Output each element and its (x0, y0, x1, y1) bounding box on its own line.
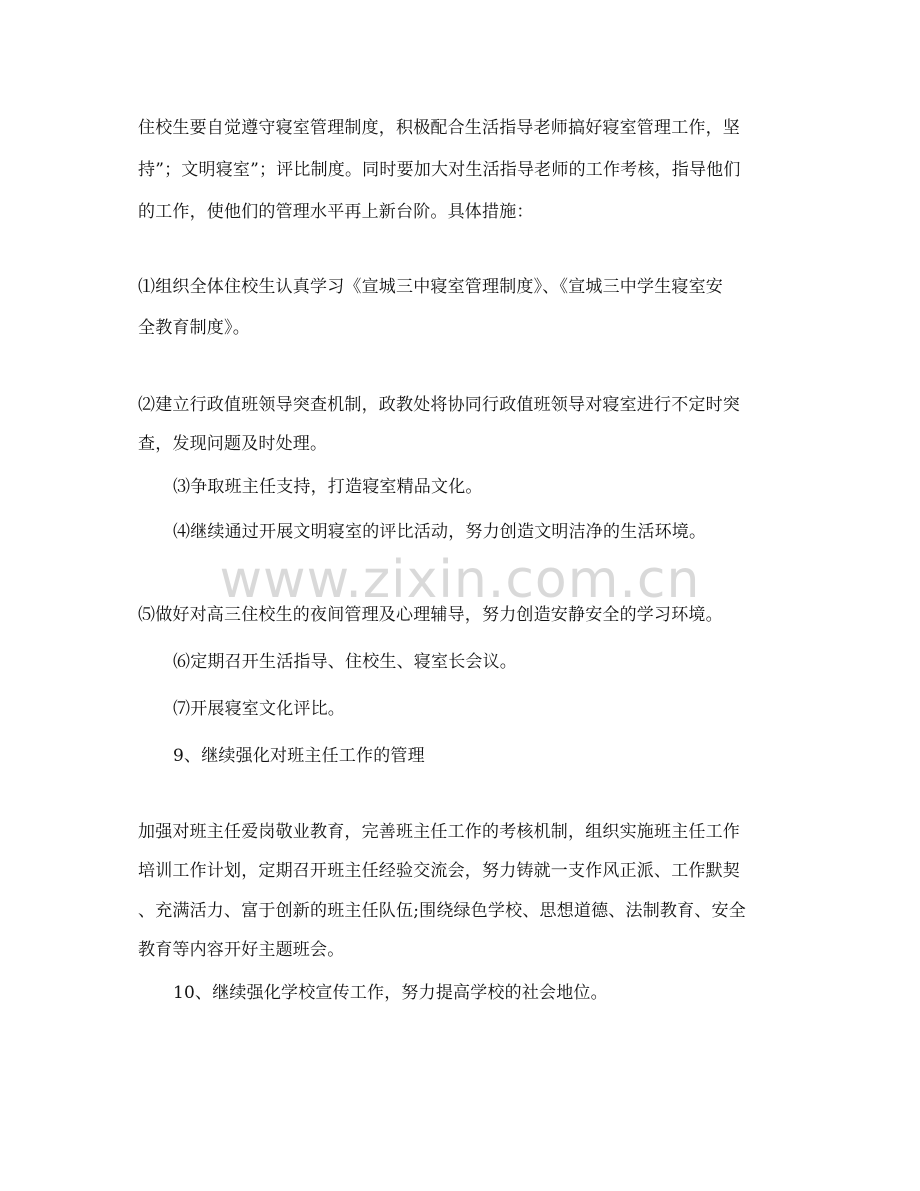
item-1-line-1: ⑴组织全体住校生认真学习《宣城三中寝室管理制度》、《宣城三中学生寝室安 (138, 277, 723, 297)
section-9-body-line-3: 、充满活力、富于创新的班主任队伍;围绕绿色学校、思想道德、法制教育、安全 (138, 901, 746, 921)
item-4: ⑷继续通过开展文明寝室的评比活动，努力创造文明洁净的生活环境。 (173, 522, 707, 542)
item-6: ⑹定期召开生活指导、住校生、寝室长会议。 (173, 652, 517, 672)
item-5: ⑸做好对高三住校生的夜间管理及心理辅导，努力创造安静安全的学习环境。 (138, 605, 723, 625)
item-2-line-2: 查，发现问题及时处理。 (138, 434, 328, 454)
item-2-line-1: ⑵建立行政值班领导突查机制，政教处将协同行政值班领导对寝室进行不定时突 (138, 395, 740, 415)
section-10-heading: 10、继续强化学校宣传工作，努力提高学校的社会地位。 (173, 983, 608, 1003)
section-9-heading: 9、继续强化对班主任工作的管理 (173, 746, 425, 766)
section-9-body-line-1: 加强对班主任爱岗敬业教育，完善班主任工作的考核机制，组织实施班主任工作 (138, 822, 740, 842)
paragraph-intro-line-1: 住校生要自觉遵守寝室管理制度，积极配合生活指导老师搞好寝室管理工作，坚 (138, 118, 740, 138)
section-9-body-line-4: 教育等内容开好主题班会。 (138, 940, 345, 960)
watermark-text: www.zixin.com.cn (219, 550, 701, 610)
paragraph-intro-line-3: 的工作，使他们的管理水平再上新台阶。具体措施： (138, 202, 534, 222)
section-9-body-line-2: 培训工作计划，定期召开班主任经验交流会，努力铸就一支作风正派、工作默契 (138, 861, 740, 881)
item-7: ⑺开展寝室文化评比。 (173, 699, 345, 719)
item-1-line-2: 全教育制度》。 (138, 318, 250, 338)
paragraph-intro-line-2: 持”；文明寝室”；评比制度。同时要加大对生活指导老师的工作考核，指导他们 (138, 160, 741, 180)
item-3: ⑶争取班主任支持，打造寝室精品文化。 (173, 477, 483, 497)
